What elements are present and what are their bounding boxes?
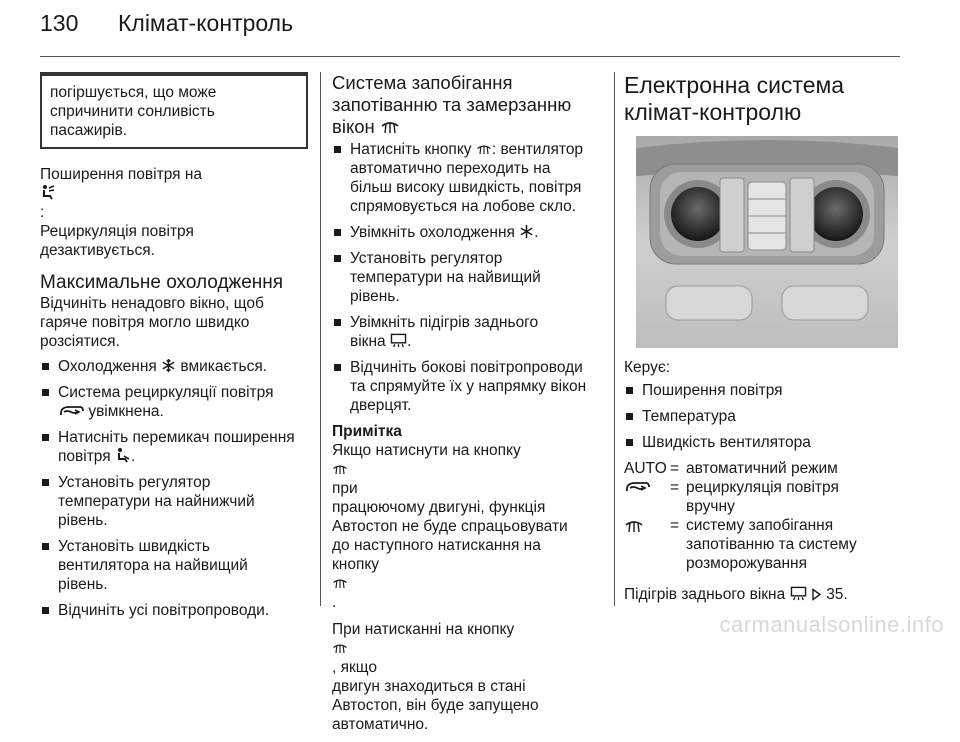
watermark: carmanualsonline.info [719,612,944,637]
list-item [40,537,308,594]
list-item [332,140,608,216]
text: Відчиніть усі повітропроводи. [58,602,270,619]
text: . [406,333,412,350]
title-line: Система запобігання [332,72,513,93]
legend-eq: = [670,479,680,496]
text: вентилятора на найвищий [58,557,248,574]
text: Рециркуляція повітря [40,223,194,240]
column-divider-2 [614,72,615,606]
text: Увімкніть підігрів заднього [350,314,539,331]
warning-line: спричинити сонливість [50,103,215,120]
text: розморожування [686,555,808,572]
defrost-icon [624,516,644,534]
text: Автостоп, він буде запущено [332,697,539,714]
rear-window-heat-icon [790,586,807,601]
defrost-icon [332,461,348,476]
column-divider-1 [320,72,321,606]
text: вручну [686,498,735,515]
recirculation-icon [624,480,650,494]
text: більш високу швидкість, повітря [350,179,582,196]
text: Установіть регулятор [350,250,503,267]
text: автоматично. [332,716,429,733]
header-rule [40,56,900,57]
button-legend [624,459,910,573]
list-item: Температура [624,407,910,426]
climate-panel-photo [636,136,898,348]
legend-row [624,478,910,516]
list-item [332,313,608,351]
text: Поширення повітря на [40,166,203,183]
list-item: Швидкість вентилятора [624,433,910,452]
text: Відчиніть ненадовго вікно, щоб [40,295,264,312]
title-line: клімат-контролю [624,99,802,125]
text: Установіть регулятор [58,474,211,491]
text: рециркуляція повітря [686,479,839,496]
distribution-paragraph [40,165,308,260]
text: повітря [58,448,111,465]
note-paragraph [332,441,608,612]
text: спрямовується на лобове скло. [350,198,577,215]
rear-window-heat-icon [390,333,407,348]
distribution-icon [40,184,56,200]
defrost-icon [476,141,492,156]
legend-key [624,478,670,516]
section-title-electronic [624,72,910,126]
text: При натисканні на кнопку [332,621,515,638]
list-item [332,249,608,306]
climate-panel-illustration [636,136,898,348]
text: Автостоп не буде спрацьовувати [332,518,568,535]
page-number: 130 [40,10,79,36]
text: Натисніть кнопку [350,141,472,158]
legend-row [624,516,910,573]
defrost-icon [380,117,400,135]
list-item: Поширення повітря [624,381,910,400]
list-item [40,601,308,620]
max-cooling-list [40,357,308,620]
legend-value: автоматичний режим [686,460,838,477]
snowflake-icon [519,224,534,239]
text: : вентилятор [491,141,584,158]
text: вмикається. [180,358,268,375]
text: увімкнена. [88,403,164,420]
column-3 [624,72,910,604]
legend-row [624,459,910,478]
page-header [40,10,293,37]
text: . [130,448,136,465]
controls-list [624,381,910,452]
list-item [40,383,308,421]
max-cooling-intro [40,294,308,351]
section-title-defrost [332,72,608,138]
title-line: Електронна система [624,72,845,98]
text: Увімкніть охолодження [350,224,515,241]
warning-line: пасажирів. [50,122,128,139]
warning-box [40,72,308,149]
distribution-icon [115,447,131,463]
title-line: вікон [332,116,375,137]
text: Підігрів заднього вікна [624,586,786,603]
page-title: Клімат-контроль [118,10,294,36]
controls-label: Керує: [624,359,671,376]
text: двигун знаходиться в стані [332,678,526,695]
text: Охолодження [58,358,157,375]
list-item [40,428,308,466]
title-line: запотіванню та замерзанню [332,94,572,115]
text: Відчиніть бокові повітропроводи [350,359,583,376]
legend-key: AUTO [624,460,667,477]
text: до наступного натискання на [332,537,541,554]
text: вікна [350,333,386,350]
page-reference[interactable]: 35. [826,586,848,603]
list-item [40,473,308,530]
text: . [332,594,337,611]
text: дезактивується. [40,242,155,259]
list-item [40,357,308,376]
section-title-max-cooling: Максимальне охолодження [40,272,284,293]
text: Установіть швидкість [58,538,210,555]
list-item [332,223,608,242]
snowflake-icon [161,358,176,373]
text: температури на найвищий [350,269,541,286]
rear-heat-reference [624,585,910,604]
text: Натисніть перемикач поширення [58,429,295,446]
text: гаряче повітря могло швидко [40,314,250,331]
note-paragraph-2 [332,620,608,734]
defrost-icon [332,575,348,590]
column-1 [40,70,308,627]
warning-line: погіршується, що може [50,84,217,101]
text: працюючому двигуні, функція [332,499,546,516]
text: , якщо [332,659,377,676]
text: Якщо натиснути на кнопку [332,442,521,459]
text: рівень. [58,576,108,593]
text: систему запобігання [686,517,834,534]
text: дверцят. [350,397,412,414]
legend-value [686,516,910,573]
text: розсіятися. [40,333,120,350]
text: при [332,480,358,497]
text: запотіванню та систему [686,536,857,553]
text: рівень. [350,288,400,305]
legend-value [686,478,910,516]
text: кнопку [332,556,380,573]
defrost-icon [332,640,348,655]
text: автоматично переходить на [350,160,551,177]
recirculation-icon [58,404,84,418]
defrost-list [332,140,608,415]
legend-eq: = [670,460,680,477]
note-title: Примітка [332,423,402,440]
text: . [534,224,539,241]
text: температури на найнижчий [58,493,255,510]
text: Система рециркуляції повітря [58,384,274,401]
text: рівень. [58,512,108,529]
legend-key [624,516,670,573]
text: та спрямуйте їх у напрямку вікон [350,378,587,395]
legend-eq: = [670,517,680,534]
reference-arrow-icon[interactable] [811,588,822,601]
text: : [40,204,45,221]
list-item [332,358,608,415]
